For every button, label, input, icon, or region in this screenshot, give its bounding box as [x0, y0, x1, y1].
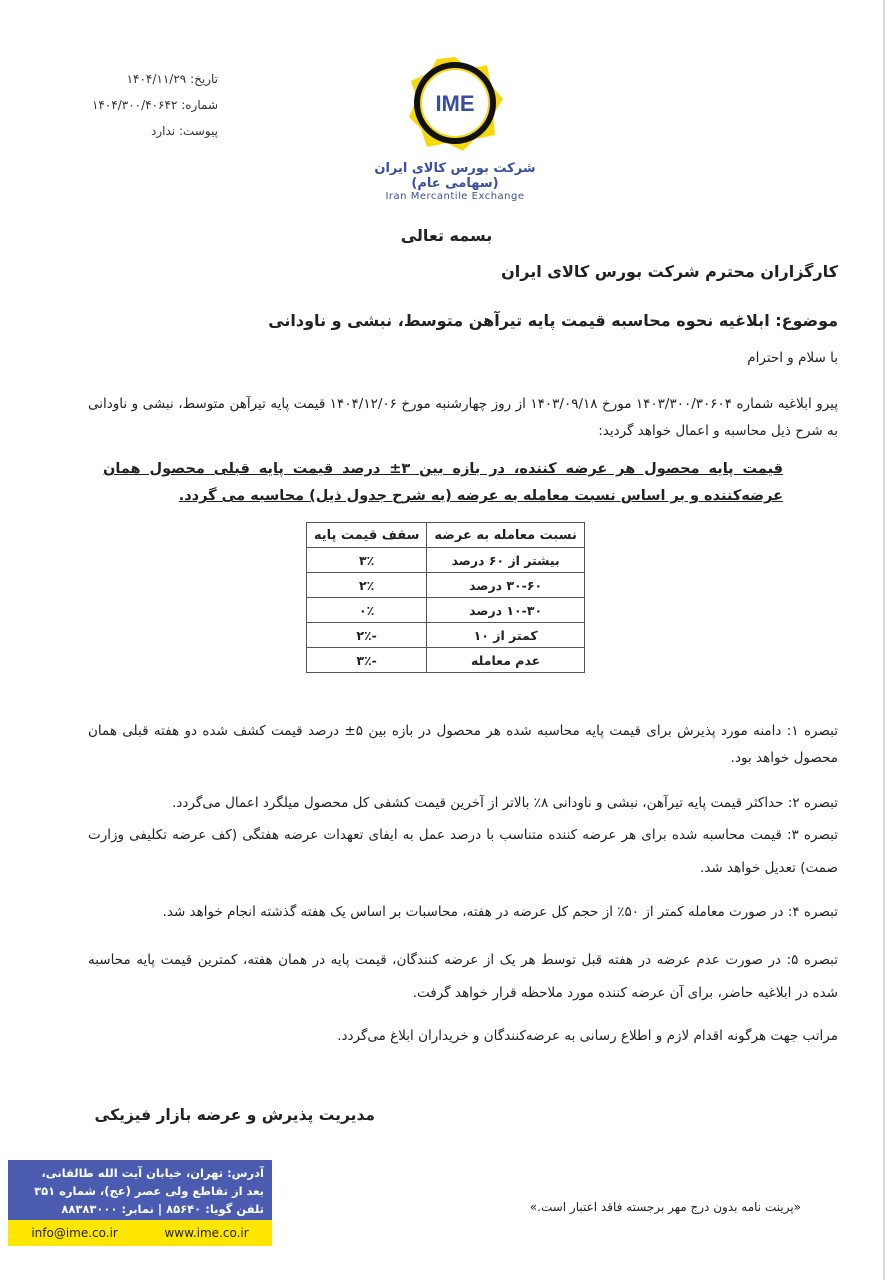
date-label: تاریخ: [190, 72, 218, 86]
attachment-label: پیوست: [178, 124, 218, 138]
ratio-table [306, 522, 585, 673]
address-line: آدرس: تهران، خیابان آیت الله طالقانی، [41, 1166, 264, 1180]
footer-contacts [8, 1220, 272, 1246]
addressee: کارگزاران محترم شرکت بورس کالای ایران [501, 262, 838, 281]
cell: عدم معامله [427, 648, 585, 673]
greeting: با سلام و احترام [747, 350, 838, 366]
bismillah: بسمه تعالی [400, 226, 493, 245]
cell: ۳۰-۶۰ درصد [427, 573, 585, 598]
website-link[interactable]: www.ime.co.ir [164, 1226, 249, 1240]
table-row [307, 623, 585, 648]
subject: موضوع: ابلاغیه نحوه محاسبه قیمت پایه تیرآهن متوسط، نبشی و ناودانی [268, 311, 838, 330]
cell: -۳٪ [307, 648, 427, 673]
date-value: ۱۴۰۴/۱۱/۲۹ [126, 72, 187, 86]
ime-logo [355, 55, 555, 202]
address-line: بعد از تقاطع ولی عصر (عج)، شماره ۳۵۱ [34, 1184, 264, 1198]
page-border [883, 0, 885, 1280]
company-name-en: Iran Mercantile Exchange [385, 191, 525, 202]
footer-address [8, 1160, 272, 1220]
number-value: ۱۴۰۴/۳۰۰/۴۰۶۴۲ [91, 98, 178, 112]
closing: مراتب جهت هرگونه اقدام لازم و اطلاع رسانی به عرضه‌کنندگان و خریداران ابلاغ می‌گردد. [337, 1028, 838, 1044]
svg-text:IME: IME [435, 91, 475, 116]
cell: ۱۰-۳۰ درصد [427, 598, 585, 623]
note-5: تبصره ۵: در صورت عدم عرضه در هفته قبل توسط هر یک از عرضه کنندگان، قیمت پایه در همان هفته، کمترین قیمت پایه محاسبه شده در ابلاغیه حاضر، برای آن عرضه کننده مورد ملاحظه قرار خواهد گرفت. [88, 952, 838, 1001]
header-ratio: نسبت معامله به عرضه [427, 523, 585, 548]
rule-paragraph: قیمت پایه محصول هر عرضه کننده، در بازه بین ۳± درصد قیمت پایه قبلی محصول همان عرضه‌کننده و بر اساس نسبت معامله به عرضه (به شرح جدول ذیل) محاسبه می گردد. [103, 461, 783, 504]
signature: مدیریت پذیرش و عرضه بازار فیزیکی [94, 1106, 375, 1124]
note-2: تبصره ۲: حداکثر قیمت پایه تیرآهن، نبشی و ناودانی ۸٪ بالاتر از آخرین قیمت کشفی کل محصول میلگرد اعمال می‌گردد. [172, 795, 838, 811]
cell: ۲٪ [307, 573, 427, 598]
company-name-fa: شرکت بورس کالای ایران (سهامی عام) [374, 161, 536, 191]
table-row [307, 573, 585, 598]
ime-emblem-icon [407, 55, 503, 151]
letter-meta [92, 66, 218, 144]
table-header-row [307, 523, 585, 548]
email-link[interactable]: info@ime.co.ir [31, 1226, 118, 1240]
number-label: شماره: [181, 98, 218, 112]
cell: کمتر از ۱۰ [427, 623, 585, 648]
attachment-value: ندارد [151, 124, 176, 138]
header-cap: سقف قیمت پایه [307, 523, 427, 548]
note-1: تبصره ۱: دامنه مورد پذیرش برای قیمت پایه محاسبه شده هر محصول در بازه بین ۵± درصد قیمت کشف شده دو هفته قبلی همان محصول خواهد بود. [88, 723, 839, 766]
note-3: تبصره ۳: قیمت محاسبه شده برای هر عرضه کننده متناسب با درصد عمل به ایفای تعهدات عرضه هفتگی (کف عرضه تکلیفی وزارت صمت) تعدیل خواهد شد. [88, 827, 838, 876]
phone-line: تلفن گویا: ۸۵۶۴۰ | نمابر: ۸۸۳۸۳۰۰۰ [61, 1202, 264, 1216]
note-4: تبصره ۴: در صورت معامله کمتر از ۵۰٪ از حجم کل عرضه در هفته، محاسبات بر اساس یک هفته گذشته انجام خواهد شد. [162, 904, 838, 920]
table-row [307, 548, 585, 573]
cell: -۲٪ [307, 623, 427, 648]
cell: ۰٪ [307, 598, 427, 623]
table-row [307, 648, 585, 673]
print-note: «پرینت نامه بدون درج مهر برجسته فاقد اعتبار است.» [529, 1200, 801, 1214]
intro-paragraph: پیرو ابلاغیه شماره ۱۴۰۳/۳۰۰/۳۰۶۰۴ مورخ ۱۴۰۳/۰۹/۱۸ از روز چهارشنبه مورخ ۱۴۰۴/۱۲/۰۶ قیمت پایه تیرآهن متوسط، نبشی و ناودانی به شرح ذیل محاسبه و اعمال خواهد گردید: [88, 396, 838, 439]
cell: بیشتر از ۶۰ درصد [427, 548, 585, 573]
table-row [307, 598, 585, 623]
cell: ۳٪ [307, 548, 427, 573]
